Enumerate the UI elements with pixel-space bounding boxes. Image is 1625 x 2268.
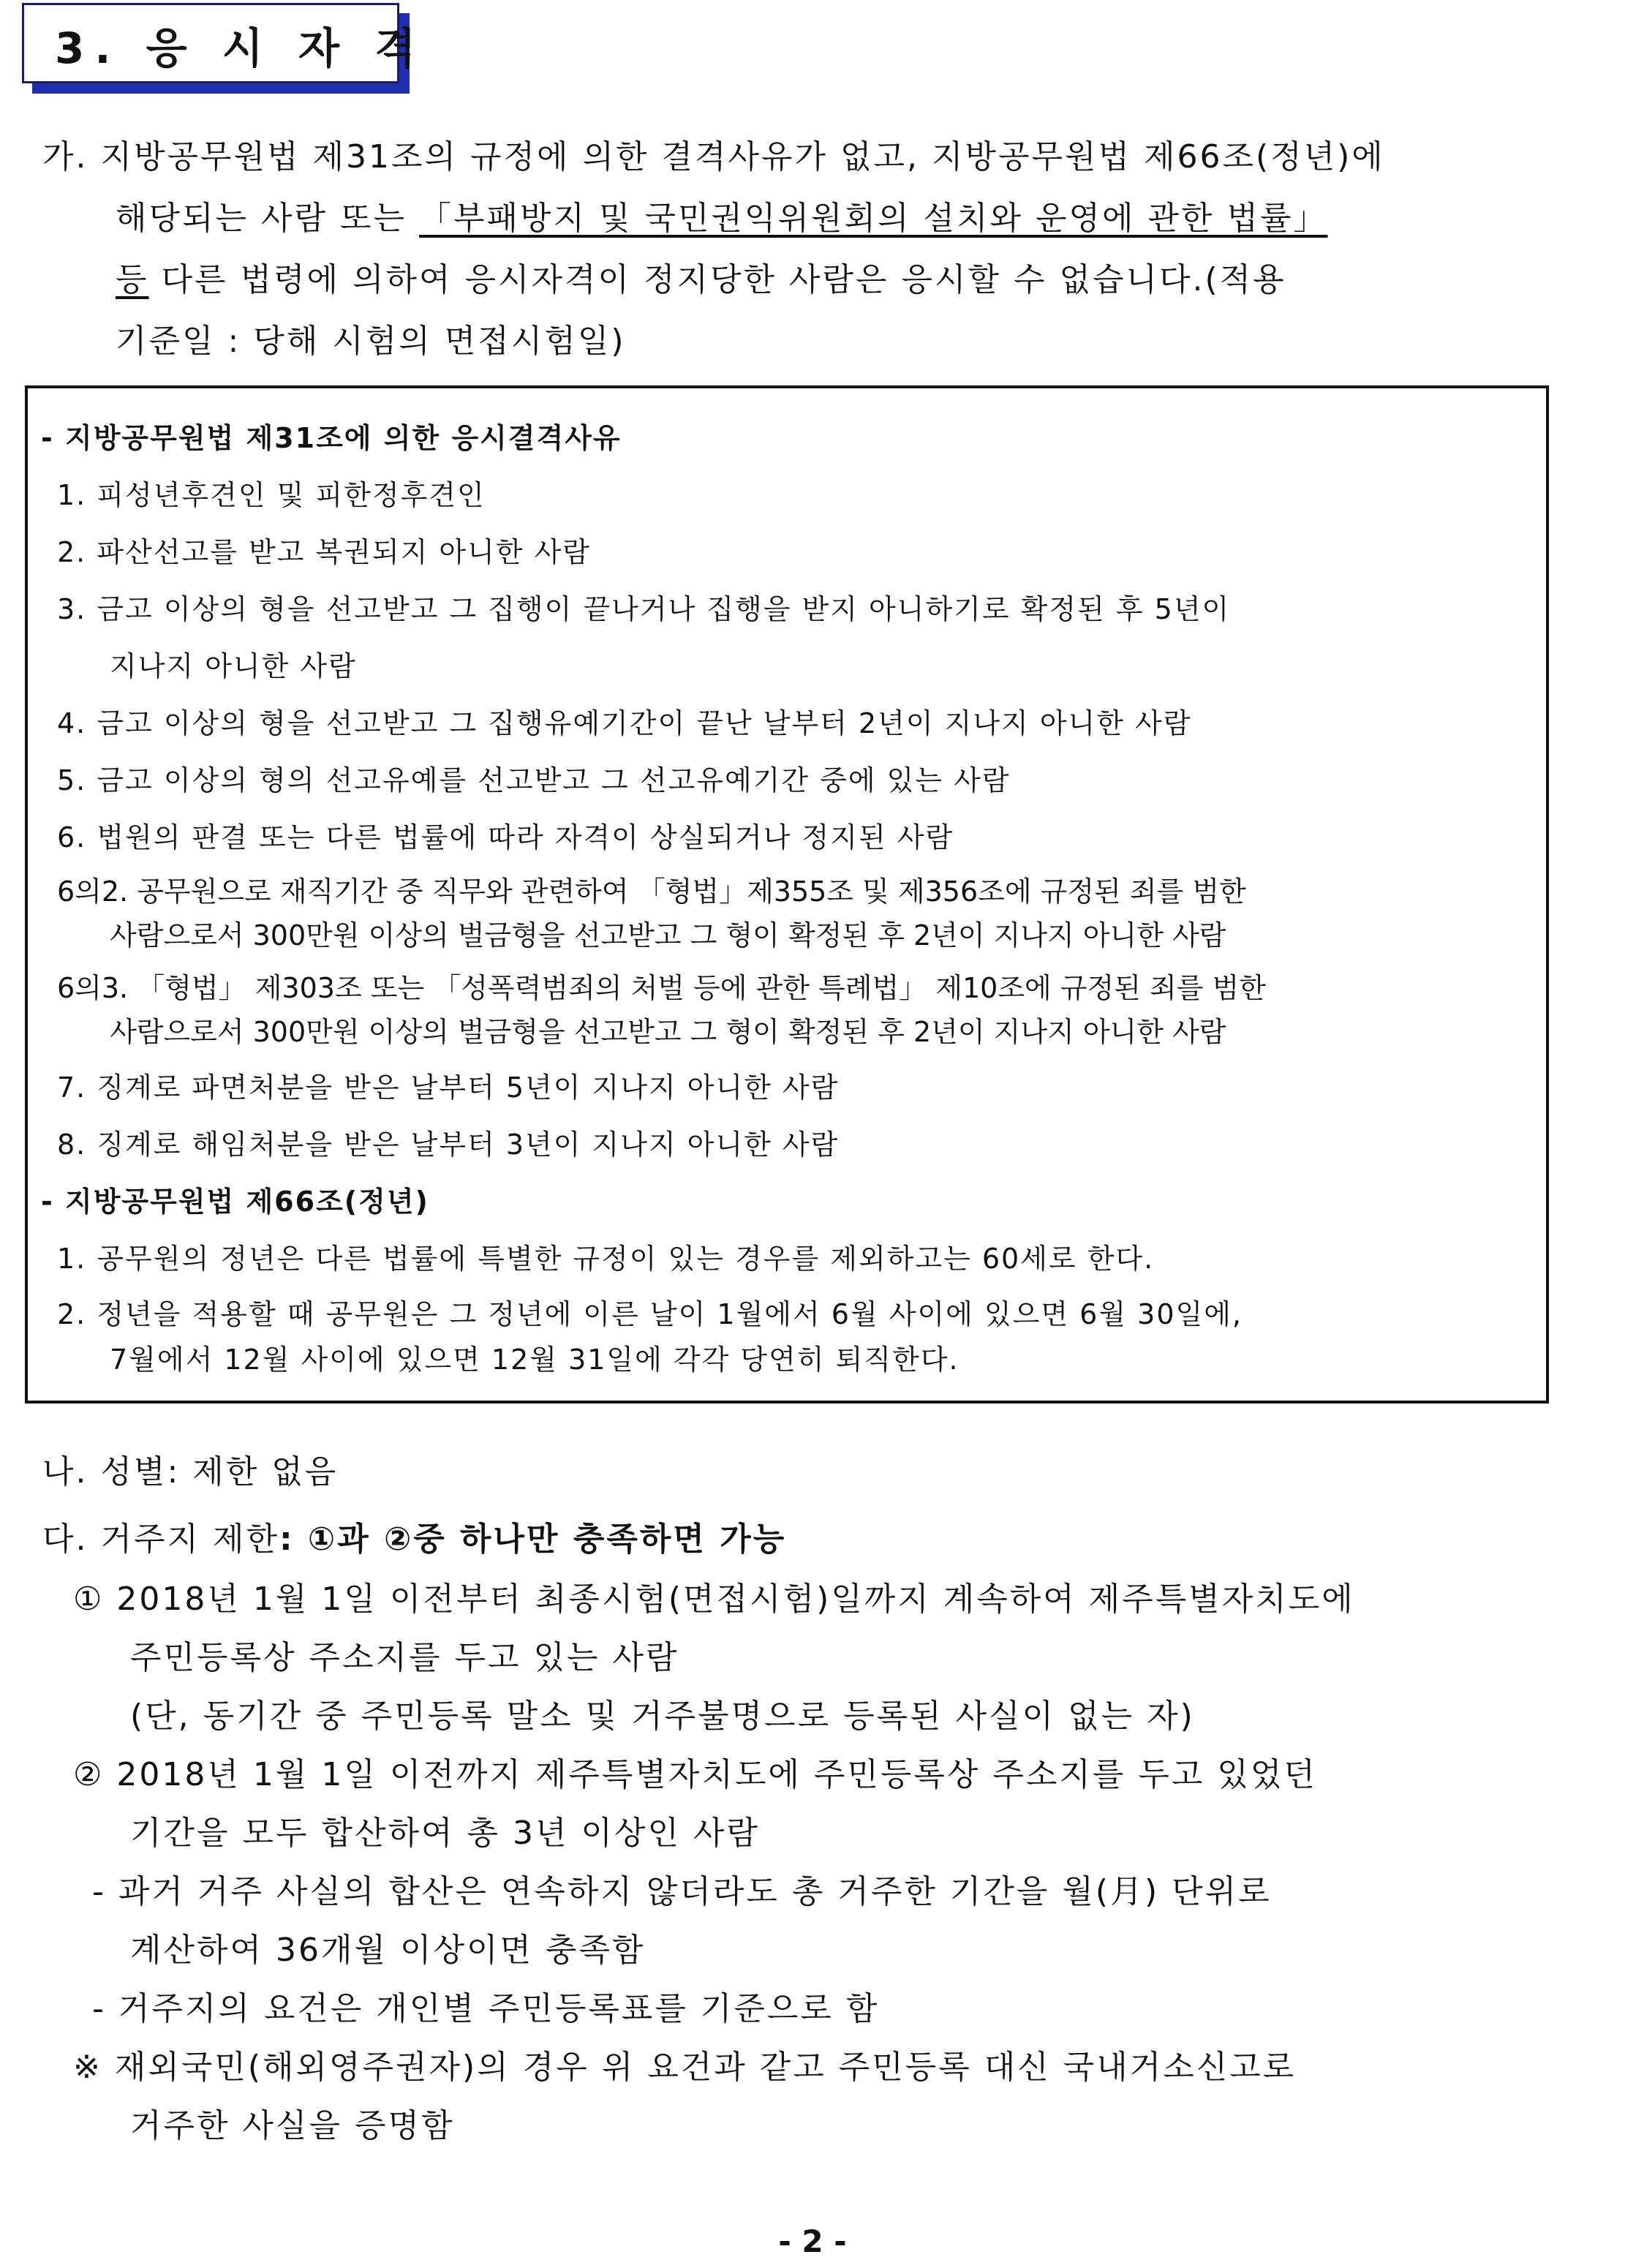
da-item-cont: (단, 동기간 중 주민등록 말소 및 거주불명으로 등록된 사실이 없는 자) xyxy=(130,1698,1195,1735)
da-heading-condition: : ①과 ②중 하나만 충족하면 가능 xyxy=(279,1521,787,1558)
art31-item-cont: 사람으로서 300만원 이상의 벌금형을 선고받고 그 형이 확정된 후 2년이 지나지 아니한 사람 xyxy=(110,919,1226,952)
page-number: - 2 - xyxy=(778,2223,847,2259)
art31-item: 1. 피성년후견인 및 피한정후견인 xyxy=(57,479,486,511)
da-heading-pre: 다. 거주지 제한 xyxy=(42,1521,279,1558)
da-item-cont: 주민등록상 주소지를 두고 있는 사람 xyxy=(130,1639,679,1676)
na-gender: 나. 성별: 제한 없음 xyxy=(42,1453,339,1491)
ga-line-3 xyxy=(116,253,1286,300)
da-note-cont: 계산하여 36개월 이상이면 충족함 xyxy=(130,1932,646,1969)
art31-item: 6. 법원의 판결 또는 다른 법률에 따라 자격이 상실되거나 정지된 사람 xyxy=(57,821,954,854)
ga-line-2 xyxy=(116,192,1328,238)
art31-item: 5. 금고 이상의 형의 선고유예를 선고받고 그 선고유예기간 중에 있는 사람 xyxy=(57,764,1011,796)
art31-item: 8. 징계로 해임처분을 받은 날부터 3년이 지나지 아니한 사람 xyxy=(57,1129,840,1161)
anticorruption-law-title: 「부패방지 및 국민권익위원회의 설치와 운영에 관한 법률」 xyxy=(419,200,1328,237)
section-title-box xyxy=(22,3,426,83)
art31-item: 7. 징계로 파면처분을 받은 날부터 5년이 지나지 아니한 사람 xyxy=(57,1071,840,1104)
da-note: - 거주지의 요건은 개인별 주민등록표를 기준으로 함 xyxy=(92,1990,880,2027)
ga-line-1: 가. 지방공무원법 제31조의 규정에 의한 결격사유가 없고, 지방공무원법 제66조(정년)에 xyxy=(42,138,1385,176)
da-heading xyxy=(42,1512,786,1559)
art31-item: 6의3. 「형법」 제303조 또는 「성폭력범죄의 처벌 등에 관한 특례법」 제10조에 규정된 죄를 범한 xyxy=(57,972,1266,1004)
art31-item: 4. 금고 이상의 형을 선고받고 그 집행유예기간이 끝난 날부터 2년이 지나지 아니한 사람 xyxy=(57,707,1192,739)
art66-item: 2. 정년을 적용할 때 공무원은 그 정년에 이른 날이 1월에서 6월 사이에 있으면 6월 30일에, xyxy=(57,1298,1243,1330)
art66-heading: - 지방공무원법 제66조(정년) xyxy=(41,1186,429,1218)
art66-item: 1. 공무원의 정년은 다른 법률에 특별한 규정이 있는 경우를 제외하고는 60세로 한다. xyxy=(57,1243,1155,1275)
art31-heading: - 지방공무원법 제31조에 의한 응시결격사유 xyxy=(41,422,622,454)
da-note: - 과거 거주 사실의 합산은 연속하지 않더라도 총 거주한 기간을 월(月) 단위로 xyxy=(92,1873,1272,1910)
art66-item-cont: 7월에서 12월 사이에 있으면 12월 31일에 각각 당연히 퇴직한다. xyxy=(110,1344,959,1376)
da-item-cont: 기간을 모두 합산하여 총 3년 이상인 사람 xyxy=(130,1815,760,1852)
da-item: ① 2018년 1월 1일 이전부터 최종시험(면접시험)일까지 계속하여 제주특별자치도에 xyxy=(73,1581,1355,1618)
da-remark-cont: 거주한 사실을 증명함 xyxy=(130,2107,455,2144)
art31-item: 2. 파산선고를 받고 복권되지 아니한 사람 xyxy=(57,536,591,568)
da-item: ② 2018년 1월 1일 이전까지 제주특별자치도에 주민등록상 주소지를 두고 있었던 xyxy=(73,1756,1317,1793)
ga-line-2-pre: 해당되는 사람 또는 xyxy=(116,200,407,237)
art31-item: 6의2. 공무원으로 재직기간 중 직무와 관련하여 「형법」제355조 및 제356조에 규정된 죄를 범한 xyxy=(57,875,1246,908)
ga-line-3-deung: 등 xyxy=(116,261,149,298)
art31-item-cont: 사람으로서 300만원 이상의 벌금형을 선고받고 그 형이 확정된 후 2년이 지나지 아니한 사람 xyxy=(110,1016,1226,1048)
art31-item-cont: 지나지 아니한 사람 xyxy=(110,650,357,682)
ga-line-3-rest: 다른 법령에 의하여 응시자격이 정지당한 사람은 응시할 수 없습니다.(적용 xyxy=(148,261,1286,298)
section-title: 3. 응 시 자 격 xyxy=(55,23,426,73)
art31-item: 3. 금고 이상의 형을 선고받고 그 집행이 끝나거나 집행을 받지 아니하기로 확정된 후 5년이 xyxy=(57,593,1231,625)
da-remark: ※ 재외국민(해외영주권자)의 경우 위 요건과 같고 주민등록 대신 국내거소신고로 xyxy=(73,2049,1297,2086)
ga-line-4: 기준일 : 당해 시험의 면접시험일) xyxy=(116,323,626,360)
